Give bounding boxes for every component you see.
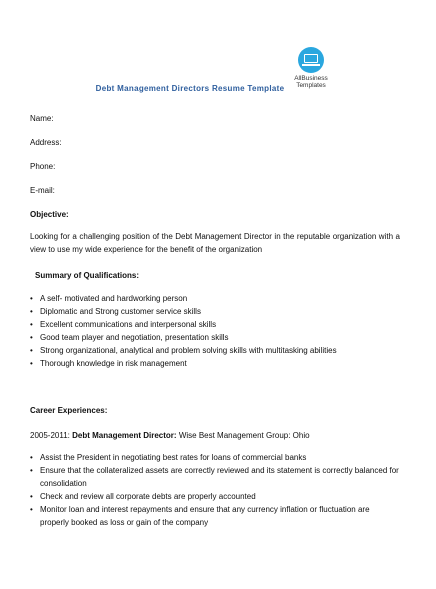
list-item: • Strong organizational, analytical and problem solving skills with multitasking abilities: [30, 344, 400, 357]
objective-heading: Objective:: [30, 210, 69, 219]
experience-period: 2005-2011:: [30, 431, 70, 440]
list-item: • Thorough knowledge in risk management: [30, 357, 400, 370]
name-label: Name:: [30, 114, 54, 123]
list-item: • Excellent communications and interpersonal skills: [30, 318, 400, 331]
allbusiness-templates-logo: [286, 47, 336, 89]
list-item: • Ensure that the collateralized assets are correctly reviewed and its statement is correctly balanced for consolidation: [30, 464, 400, 490]
qualifications-heading: Summary of Qualifications:: [35, 271, 140, 280]
document-title: Debt Management Directors Resume Template: [95, 84, 285, 93]
objective-text: Looking for a challenging position of the Debt Management Director in the reputable organization with a view to use my wide experience for the benefit of the organization: [30, 232, 400, 254]
experience-entry: [30, 431, 310, 440]
logo-text: AllBusiness Templates: [294, 75, 328, 89]
list-item: • Diplomatic and Strong customer service skills: [30, 305, 400, 318]
qualifications-list: [30, 292, 400, 370]
experience-heading: Career Experiences:: [30, 406, 108, 415]
list-item: • A self- motivated and hardworking person: [30, 292, 400, 305]
list-item: • Monitor loan and interest repayments and ensure that any currency inflation or fluctuation are properly booked as loss or gain of the company: [30, 503, 400, 529]
experience-duties-list: [30, 451, 400, 529]
experience-role: Debt Management Director:: [72, 431, 177, 440]
list-item: • Good team player and negotiation, presentation skills: [30, 331, 400, 344]
experience-company: Wise Best Management Group: Ohio: [178, 431, 310, 440]
email-label: E-mail:: [30, 186, 55, 195]
laptop-icon: [298, 47, 324, 73]
list-item: • Assist the President in negotiating best rates for loans of commercial banks: [30, 451, 400, 464]
phone-label: Phone:: [30, 162, 56, 171]
address-label: Address:: [30, 138, 62, 147]
list-item: • Check and review all corporate debts are properly accounted: [30, 490, 400, 503]
